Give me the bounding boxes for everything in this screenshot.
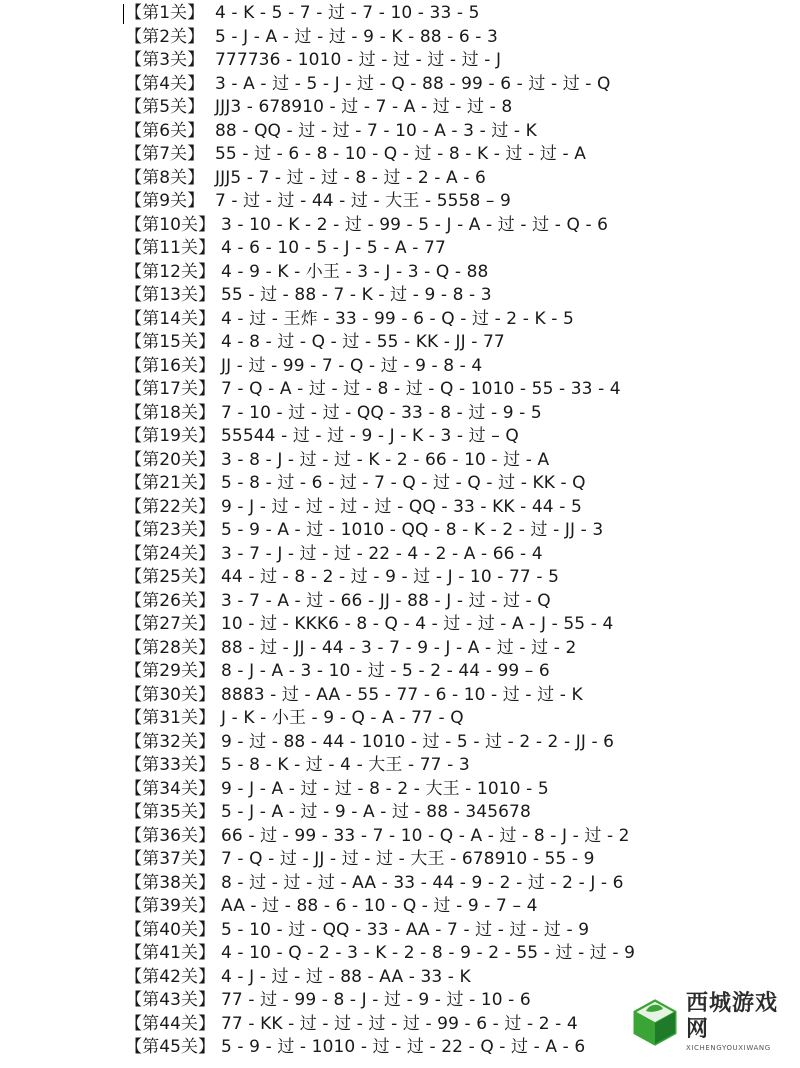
card-sequence: 777736 - 1010 - 过 - 过 - 过 - 过 - J	[215, 50, 502, 70]
level-label: 【第37关】	[125, 849, 216, 869]
level-label: 【第26关】	[125, 590, 216, 611]
watermark-name: 西城游戏网	[686, 991, 779, 1042]
level-line	[125, 942, 685, 966]
card-sequence: 5 - J - A - 过 - 过 - 9 - K - 88 - 6 - 3	[215, 26, 498, 47]
card-sequence: 3 - 7 - J - 过 - 过 - 22 - 4 - 2 - A - 66 - 4	[221, 543, 543, 564]
level-line	[125, 566, 685, 590]
level-line	[125, 143, 685, 167]
level-line	[125, 402, 685, 426]
level-label: 【第7关】	[125, 144, 205, 164]
level-line	[125, 425, 685, 449]
level-line	[125, 778, 685, 802]
card-sequence: 7 - 10 - 过 - 过 - QQ - 33 - 8 - 过 - 9 - 5	[221, 402, 542, 423]
level-label: 【第38关】	[125, 872, 216, 893]
level-label: 【第42关】	[125, 966, 216, 987]
level-label: 【第3关】	[125, 50, 205, 70]
card-sequence: 44 - 过 - 8 - 2 - 过 - 9 - 过 - J - 10 - 77 - 5	[221, 567, 559, 587]
level-label: 【第8关】	[125, 167, 205, 188]
level-line	[125, 331, 685, 355]
level-line	[125, 261, 685, 285]
card-sequence: 7 - Q - A - 过 - 过 - 8 - 过 - Q - 1010 - 55 - 33 - 4	[221, 379, 621, 399]
card-sequence: 55544 - 过 - 过 - 9 - J - K - 3 - 过 – Q	[221, 426, 519, 446]
card-sequence: J - K - 小王 - 9 - Q - A - 77 - Q	[221, 708, 464, 728]
card-sequence: 8 - 过 - 过 - 过 - AA - 33 - 44 - 9 - 2 - 过 - 2 - J - 6	[221, 872, 624, 893]
level-label: 【第32关】	[125, 731, 216, 752]
level-line	[125, 966, 685, 990]
card-sequence: JJ - 过 - 99 - 7 - Q - 过 - 9 - 8 - 4	[221, 355, 483, 376]
level-line	[125, 872, 685, 896]
level-line	[125, 284, 685, 308]
level-line	[125, 989, 685, 1013]
level-line	[125, 120, 685, 144]
text-cursor	[123, 4, 124, 24]
level-line	[125, 237, 685, 261]
card-sequence: 3 - 8 - J - 过 - 过 - K - 2 - 66 - 10 - 过 - A	[221, 449, 550, 470]
level-line	[125, 590, 685, 614]
card-sequence: 8 - J - A - 3 - 10 - 过 - 5 - 2 - 44 - 99 – 6	[221, 661, 550, 681]
level-line	[125, 801, 685, 825]
card-sequence: 3 - 7 - A - 过 - 66 - JJ - 88 - J - 过 - 过 - Q	[221, 590, 551, 611]
level-line	[125, 308, 685, 332]
level-line	[125, 2, 685, 26]
level-line	[125, 1036, 685, 1060]
level-line	[125, 214, 685, 238]
level-label: 【第20关】	[125, 449, 216, 470]
card-sequence: 9 - J - 过 - 过 - 过 - 过 - QQ - 33 - KK - 44 - 5	[221, 496, 582, 517]
level-label: 【第45关】	[125, 1037, 216, 1057]
level-line	[125, 660, 685, 684]
card-sequence: 66 - 过 - 99 - 33 - 7 - 10 - Q - A - 过 - 8 - J - 过 - 2	[221, 825, 630, 846]
level-label: 【第10关】	[125, 214, 216, 235]
level-label: 【第44关】	[125, 1013, 216, 1034]
leaf-cube-logo-icon	[630, 997, 680, 1047]
card-sequence: 4 - 过 - 王炸 - 33 - 99 - 6 - Q - 过 - 2 - K - 5	[221, 308, 574, 329]
card-sequence: 9 - J - A - 过 - 过 - 8 - 2 - 大王 - 1010 - 5	[221, 778, 549, 799]
level-line	[125, 543, 685, 567]
level-line	[125, 684, 685, 708]
card-sequence: 7 - Q - 过 - JJ - 过 - 过 - 大王 - 678910 - 55 - 9	[221, 849, 595, 869]
card-sequence: AA - 过 - 88 - 6 - 10 - Q - 过 - 9 - 7 – 4	[221, 896, 538, 916]
card-sequence: 3 - 10 - K - 2 - 过 - 99 - 5 - J - A - 过 - 过 - Q - 6	[221, 214, 609, 235]
level-line	[125, 919, 685, 943]
card-sequence: 5 - J - A - 过 - 9 - A - 过 - 88 - 345678	[221, 802, 531, 822]
card-sequence: 8883 - 过 - AA - 55 - 77 - 6 - 10 - 过 - 过 - K	[221, 684, 583, 705]
level-line	[125, 73, 685, 97]
level-label: 【第30关】	[125, 684, 216, 705]
card-sequence: 4 - 8 - 过 - Q - 过 - 55 - KK - JJ - 77	[221, 332, 505, 352]
card-sequence: 5 - 9 - 过 - 1010 - 过 - 过 - 22 - Q - 过 - A - 6	[221, 1037, 586, 1057]
card-sequence: 5 - 8 - 过 - 6 - 过 - 7 - Q - 过 - Q - 过 - KK - Q	[221, 473, 586, 493]
card-sequence: JJJ5 - 7 - 过 - 过 - 8 - 过 - 2 - A - 6	[215, 167, 486, 188]
card-sequence: JJJ3 - 678910 - 过 - 7 - A - 过 - 过 - 8	[215, 97, 513, 117]
level-line	[125, 825, 685, 849]
level-line	[125, 707, 685, 731]
level-label: 【第33关】	[125, 755, 216, 775]
level-label: 【第5关】	[125, 97, 205, 117]
level-line	[125, 1013, 685, 1037]
level-label: 【第27关】	[125, 614, 216, 634]
level-label: 【第4关】	[125, 73, 205, 94]
level-line	[125, 731, 685, 755]
level-label: 【第13关】	[125, 285, 216, 305]
level-label: 【第34关】	[125, 778, 216, 799]
level-label: 【第31关】	[125, 708, 216, 728]
card-sequence: 4 - 6 - 10 - 5 - J - 5 - A - 77	[221, 238, 446, 258]
card-sequence: 9 - 过 - 88 - 44 - 1010 - 过 - 5 - 过 - 2 - 2 - JJ - 6	[221, 731, 615, 752]
level-list-document	[125, 2, 685, 1060]
card-sequence: 4 - K - 5 - 7 - 过 - 7 - 10 - 33 - 5	[215, 3, 480, 23]
card-sequence: 4 - 9 - K - 小王 - 3 - J - 3 - Q - 88	[221, 261, 489, 282]
level-line	[125, 895, 685, 919]
level-label: 【第17关】	[125, 379, 216, 399]
card-sequence: 77 - 过 - 99 - 8 - J - 过 - 9 - 过 - 10 - 6	[221, 990, 531, 1010]
level-label: 【第40关】	[125, 919, 216, 940]
level-label: 【第43关】	[125, 990, 216, 1010]
level-label: 【第28关】	[125, 637, 216, 658]
level-label: 【第11关】	[125, 238, 216, 258]
level-line	[125, 190, 685, 214]
level-label: 【第16关】	[125, 355, 216, 376]
level-line	[125, 96, 685, 120]
level-label: 【第18关】	[125, 402, 216, 423]
level-line	[125, 848, 685, 872]
level-line	[125, 613, 685, 637]
card-sequence: 77 - KK - 过 - 过 - 过 - 过 - 99 - 6 - 过 - 2 - 4	[221, 1013, 578, 1034]
level-label: 【第36关】	[125, 825, 216, 846]
card-sequence: 5 - 10 - 过 - QQ - 33 - AA - 7 - 过 - 过 - 过 - 9	[221, 919, 590, 940]
level-label: 【第6关】	[125, 120, 205, 141]
card-sequence: 4 - 10 - Q - 2 - 3 - K - 2 - 8 - 9 - 2 - 55 - 过 - 过 - 9	[221, 943, 636, 963]
card-sequence: 3 - A - 过 - 5 - J - 过 - Q - 88 - 99 - 6 - 过 - 过 - Q	[215, 73, 611, 94]
level-label: 【第15关】	[125, 332, 216, 352]
level-label: 【第12关】	[125, 261, 216, 282]
level-label: 【第41关】	[125, 943, 216, 963]
level-line	[125, 449, 685, 473]
level-label: 【第29关】	[125, 661, 216, 681]
level-label: 【第35关】	[125, 802, 216, 822]
level-line	[125, 754, 685, 778]
level-label: 【第19关】	[125, 426, 216, 446]
card-sequence: 5 - 8 - K - 过 - 4 - 大王 - 77 - 3	[221, 755, 470, 775]
card-sequence: 88 - QQ - 过 - 过 - 7 - 10 - A - 3 - 过 - K	[215, 120, 537, 141]
level-label: 【第9关】	[125, 191, 205, 211]
level-label: 【第25关】	[125, 567, 216, 587]
site-watermark	[630, 992, 792, 1052]
level-label: 【第1关】	[125, 3, 205, 23]
level-line	[125, 472, 685, 496]
level-line	[125, 49, 685, 73]
level-line	[125, 496, 685, 520]
level-label: 【第14关】	[125, 308, 216, 329]
level-line	[125, 637, 685, 661]
card-sequence: 55 - 过 - 6 - 8 - 10 - Q - 过 - 8 - K - 过 - 过 - A	[215, 144, 586, 164]
level-label: 【第24关】	[125, 543, 216, 564]
level-label: 【第2关】	[125, 26, 205, 47]
card-sequence: 88 - 过 - JJ - 44 - 3 - 7 - 9 - J - A - 过 - 过 - 2	[221, 637, 577, 658]
level-line	[125, 519, 685, 543]
level-line	[125, 378, 685, 402]
card-sequence: 10 - 过 - KKK6 - 8 - Q - 4 - 过 - 过 - A - J - 55 - 4	[221, 614, 614, 634]
level-label: 【第22关】	[125, 496, 216, 517]
level-line	[125, 355, 685, 379]
level-line	[125, 26, 685, 50]
level-label: 【第39关】	[125, 896, 216, 916]
level-line	[125, 167, 685, 191]
level-label: 【第21关】	[125, 473, 216, 493]
card-sequence: 7 - 过 - 过 - 44 - 过 - 大王 - 5558 – 9	[215, 191, 511, 211]
card-sequence: 5 - 9 - A - 过 - 1010 - QQ - 8 - K - 2 - 过 - JJ - 3	[221, 520, 604, 540]
card-sequence: 55 - 过 - 88 - 7 - K - 过 - 9 - 8 - 3	[221, 285, 492, 305]
card-sequence: 4 - J - 过 - 过 - 88 - AA - 33 - K	[221, 966, 471, 987]
watermark-domain: XICHENGYOUXIWANG	[686, 1044, 771, 1052]
level-label: 【第23关】	[125, 520, 216, 540]
